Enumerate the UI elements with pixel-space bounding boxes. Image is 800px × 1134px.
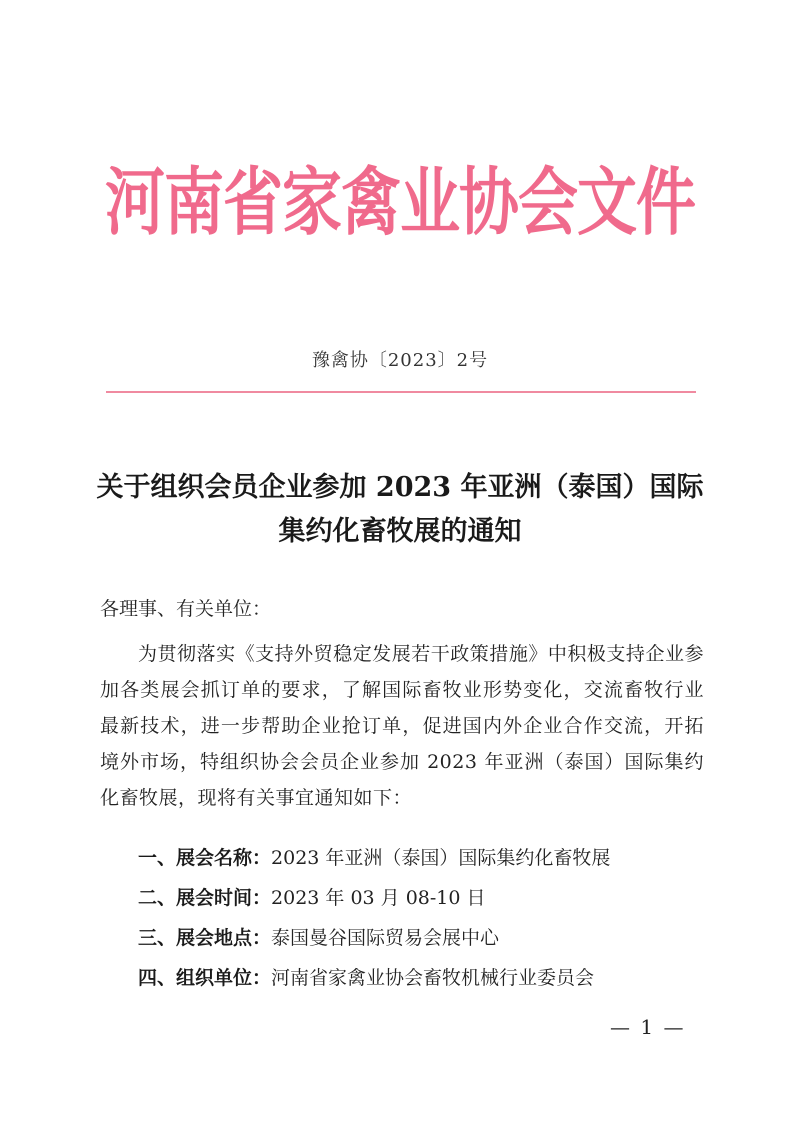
list-item	[138, 958, 718, 998]
page-number: — 1 —	[610, 1015, 686, 1039]
document-number: 豫禽协〔2023〕2号	[311, 350, 489, 371]
list-item	[138, 878, 718, 918]
header-divider-line	[106, 391, 696, 393]
list-item	[138, 838, 718, 878]
salutation: 各理事、有关单位：	[100, 598, 272, 620]
notice-items-list	[138, 838, 718, 998]
notice-title: 关于组织会员企业参加 2023 年亚洲（泰国）国际集约化畜牧展的通知	[96, 472, 704, 547]
item-value: 泰国曼谷国际贸易会展中心	[271, 927, 500, 949]
item-value: 河南省家禽业协会畜牧机械行业委员会	[271, 967, 595, 989]
item-label: 一、展会名称：	[138, 847, 272, 869]
item-label: 四、组织单位：	[138, 967, 272, 989]
organization-header-title: 河南省家禽业协会文件	[105, 160, 695, 246]
item-value: 2023 年 03 月 08-10 日	[271, 887, 486, 909]
body-paragraph: 为贯彻落实《支持外贸稳定发展若干政策措施》中积极支持企业参加各类展会抓订单的要求，了解国际畜牧业形势变化，交流畜牧行业最新技术，进一步帮助企业抢订单，促进国内外企业合作交流，开拓境外市场，特组织协会会员企业参加 2023 年亚洲（泰国）国际集约化畜牧展，现将有关事宜通知如下：	[100, 643, 704, 809]
item-value: 2023 年亚洲（泰国）国际集约化畜牧展	[271, 847, 611, 869]
item-label: 二、展会时间：	[138, 887, 272, 909]
item-label: 三、展会地点：	[138, 927, 272, 949]
list-item	[138, 918, 718, 958]
